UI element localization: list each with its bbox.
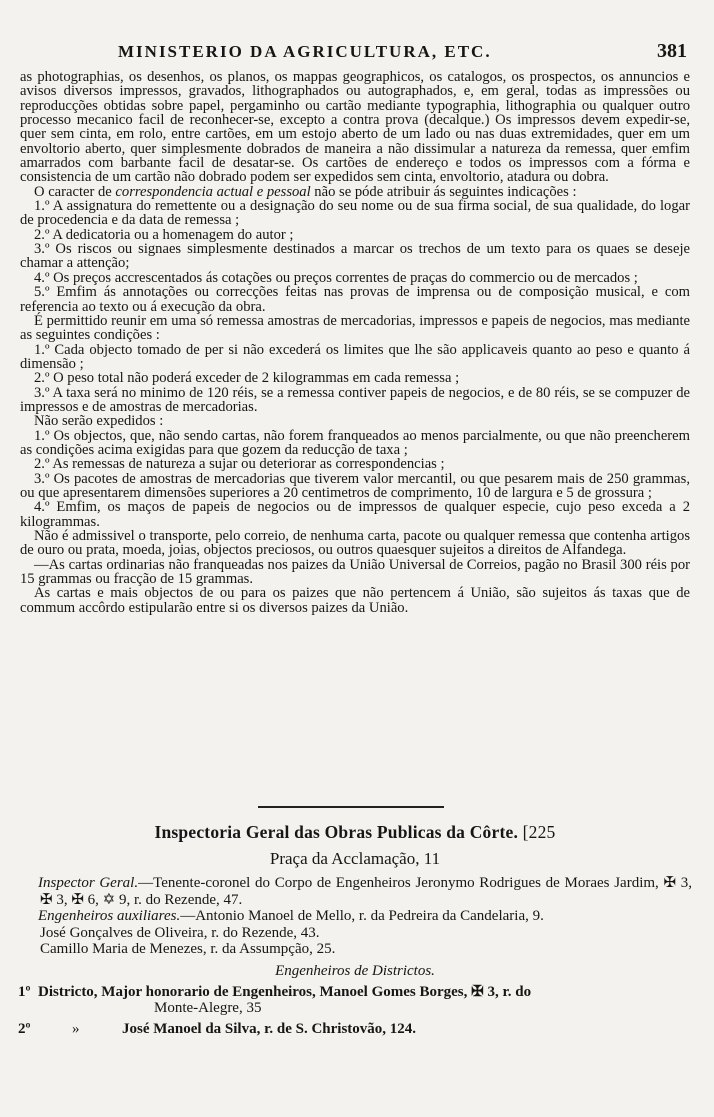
list-item: 5.º Emfim ás annotações ou correcções feitas nas provas de imprensa ou de composição musical, e com referencia ao texto ou á execução da obra. [20, 284, 690, 315]
list-item: 1.º A assignatura do remettente ou a designação do seu nome ou de sua firma social, de sua qualidade, do logar de procedencia e da data de remessa ; [20, 198, 690, 229]
inspector-text: —Tenente-coronel do Corpo de Engenheiros Jeronymo Rodrigues de Moraes Jardim, ✠ 3, ✠ 3, ✠ 6, ✡ 9, r. do Rezende, 47. [40, 875, 692, 908]
auxiliary-entry-3: Camillo Maria de Menezes, r. da Assumpção, 25. [40, 941, 336, 957]
paragraph-samples: É permittido reunir em uma só remessa amostras de mercadorias, impressos e papeis de negocios, mas mediante as seguintes condições : [20, 312, 690, 344]
district-entry-2 [18, 1021, 692, 1038]
paragraph-not-sent: Não serão expedidos : [34, 413, 164, 430]
list-item: 3.º Os riscos ou signaes simplesmente destinados a marcar os trechos de um texto para os quaes se deseje chamar a attenção; [20, 241, 690, 272]
district-entry-1 [18, 984, 692, 1017]
district-text-continued: Monte-Alegre, 35 [154, 1000, 262, 1016]
auxiliary-text: —Antonio Manoel de Mello, r. da Pedreira da Candelaria, 9. [180, 908, 544, 924]
inspectoria-section [18, 822, 692, 1037]
list-item: 4.º Os preços accrescentados ás cotações ou preços correntes de praças do commercio ou de mercados ; [34, 269, 638, 286]
paragraph-unpaid-letters: —As cartas ordinarias não franqueadas nos paizes da União Universal de Correios, pagão no Brasil 300 réis por 15 grammas ou fracção de 15 grammas. [20, 556, 690, 588]
list-item: 2.º O peso total não poderá exceder de 2 kilogrammas em cada remessa ; [34, 370, 460, 387]
auxiliary-entry [18, 908, 692, 925]
auxiliary-entry-2: José Gonçalves de Oliveira, r. do Rezende, 43. [40, 924, 320, 941]
section-code: [225 [522, 822, 556, 842]
list-item: 4.º Emfim, os maços de papeis de negocios ou de impressos de qualquer especie, cujo peso exceda a 2 kilogrammas. [20, 499, 690, 530]
district-text: José Manoel da Silva, r. de S. Christovão, 124. [122, 1020, 417, 1037]
page-header [0, 40, 714, 68]
paragraph-prohibited: Não é admissivel o transporte, pelo correio, de nenhuma carta, pacote ou qualquer remessa que contenha artigos de ouro ou prata, moeda, joias, objectos preciosos, ou outros quaesquer sujeitos a direitos de Alfandega. [20, 528, 690, 559]
section-title-text: Inspectoria Geral das Obras Publicas da Côrte. [154, 822, 519, 842]
section-address: Praça da Acclamação, 11 [269, 849, 441, 868]
paragraph-printed-matter: as photographias, os desenhos, os planos, os mappas geographicos, os catalogos, os prospectos, os annuncios e avisos diversos impressos, gravados, lithographados ou autographados, e, em geral, todas as impressões ou reproducções obtidas sobre papel, pergaminho ou cartão mediante typographia, lithographia ou qualquer outro processo mecanico facil de reconhecer-se, excepto a contra prova (decalque.) Os impressos devem expedir-se, quer sem cinta, em rolo, entre cartões, em um estojo aberto de um lado ou nas duas extremidades, quer em um envoltorio aberto, quer simplesmente dobrados de maneira a não dissimular a natureza da remessa, quer emfim amarrados com barbante facil de desatar-se. Os cartões de endereço e todos os impressos com a fórma e consistencia de um cartão não dobrado podem ser expedidos sem cinta, envoltorio, atadura ou dobra. [20, 69, 690, 186]
districts-heading: Engenheiros de Districtos. [275, 962, 435, 979]
ditto-mark: » [72, 1020, 80, 1037]
inspector-role: Inspector Geral. [38, 875, 139, 891]
para2-emphasis: correspondencia actual e pessoal [115, 183, 311, 200]
section-divider [258, 806, 444, 808]
section-title [18, 822, 692, 843]
running-head: MINISTERIO DA AGRICULTURA, ETC. [118, 42, 492, 61]
para2-end: não se póde atribuir ás seguintes indicações : [310, 183, 577, 200]
inspector-entry [18, 875, 692, 908]
auxiliary-role: Engenheiros auxiliares. [38, 908, 181, 924]
paragraph-non-union: As cartas e mais objectos de ou para os paizes que não pertencem á União, são sujeitos ás taxas que de commum accôrdo estipularão entre si os diversos paizes da União. [20, 585, 690, 616]
paragraph-correspondence [20, 185, 690, 199]
district-number: 2º [18, 1020, 31, 1037]
list-item: 1.º Cada objecto tomado de per si não excederá os limites que lhe são applicaveis quanto ao peso e quanto á dimensão ; [20, 341, 690, 372]
district-number: 1º [18, 983, 31, 1000]
body-text [20, 70, 690, 615]
para2-start: O caracter de [34, 183, 116, 200]
list-item: 2.º A dedicatoria ou a homenagem do autor ; [34, 226, 294, 243]
page-number: 381 [657, 40, 687, 62]
list-item: 1.º Os objectos, que, não sendo cartas, não forem franqueados ao menos parcialmente, ou que não preencherem as condições acima exigidas para que gozem da reducção de taxa ; [20, 427, 690, 458]
list-item: 3.º A taxa será no minimo de 120 réis, se a remessa contiver papeis de negocios, e de 80 réis, se se compuzer de impressos e de amostras de mercadorias. [20, 384, 690, 415]
district-text: Districto, Major honorario de Engenheiros, Manoel Gomes Borges, ✠ 3, r. do [38, 983, 532, 1000]
list-item: 2.º As remessas de natureza a sujar ou deteriorar as correspondencias ; [34, 456, 445, 473]
list-item: 3.º Os pacotes de amostras de mercadorias que tiverem valor mercantil, ou que pesarem mais de 250 grammas, ou que apresentarem dimensões superiores a 20 centimetros de comprimento, 10 de largura e 5 de grossura ; [20, 470, 690, 501]
